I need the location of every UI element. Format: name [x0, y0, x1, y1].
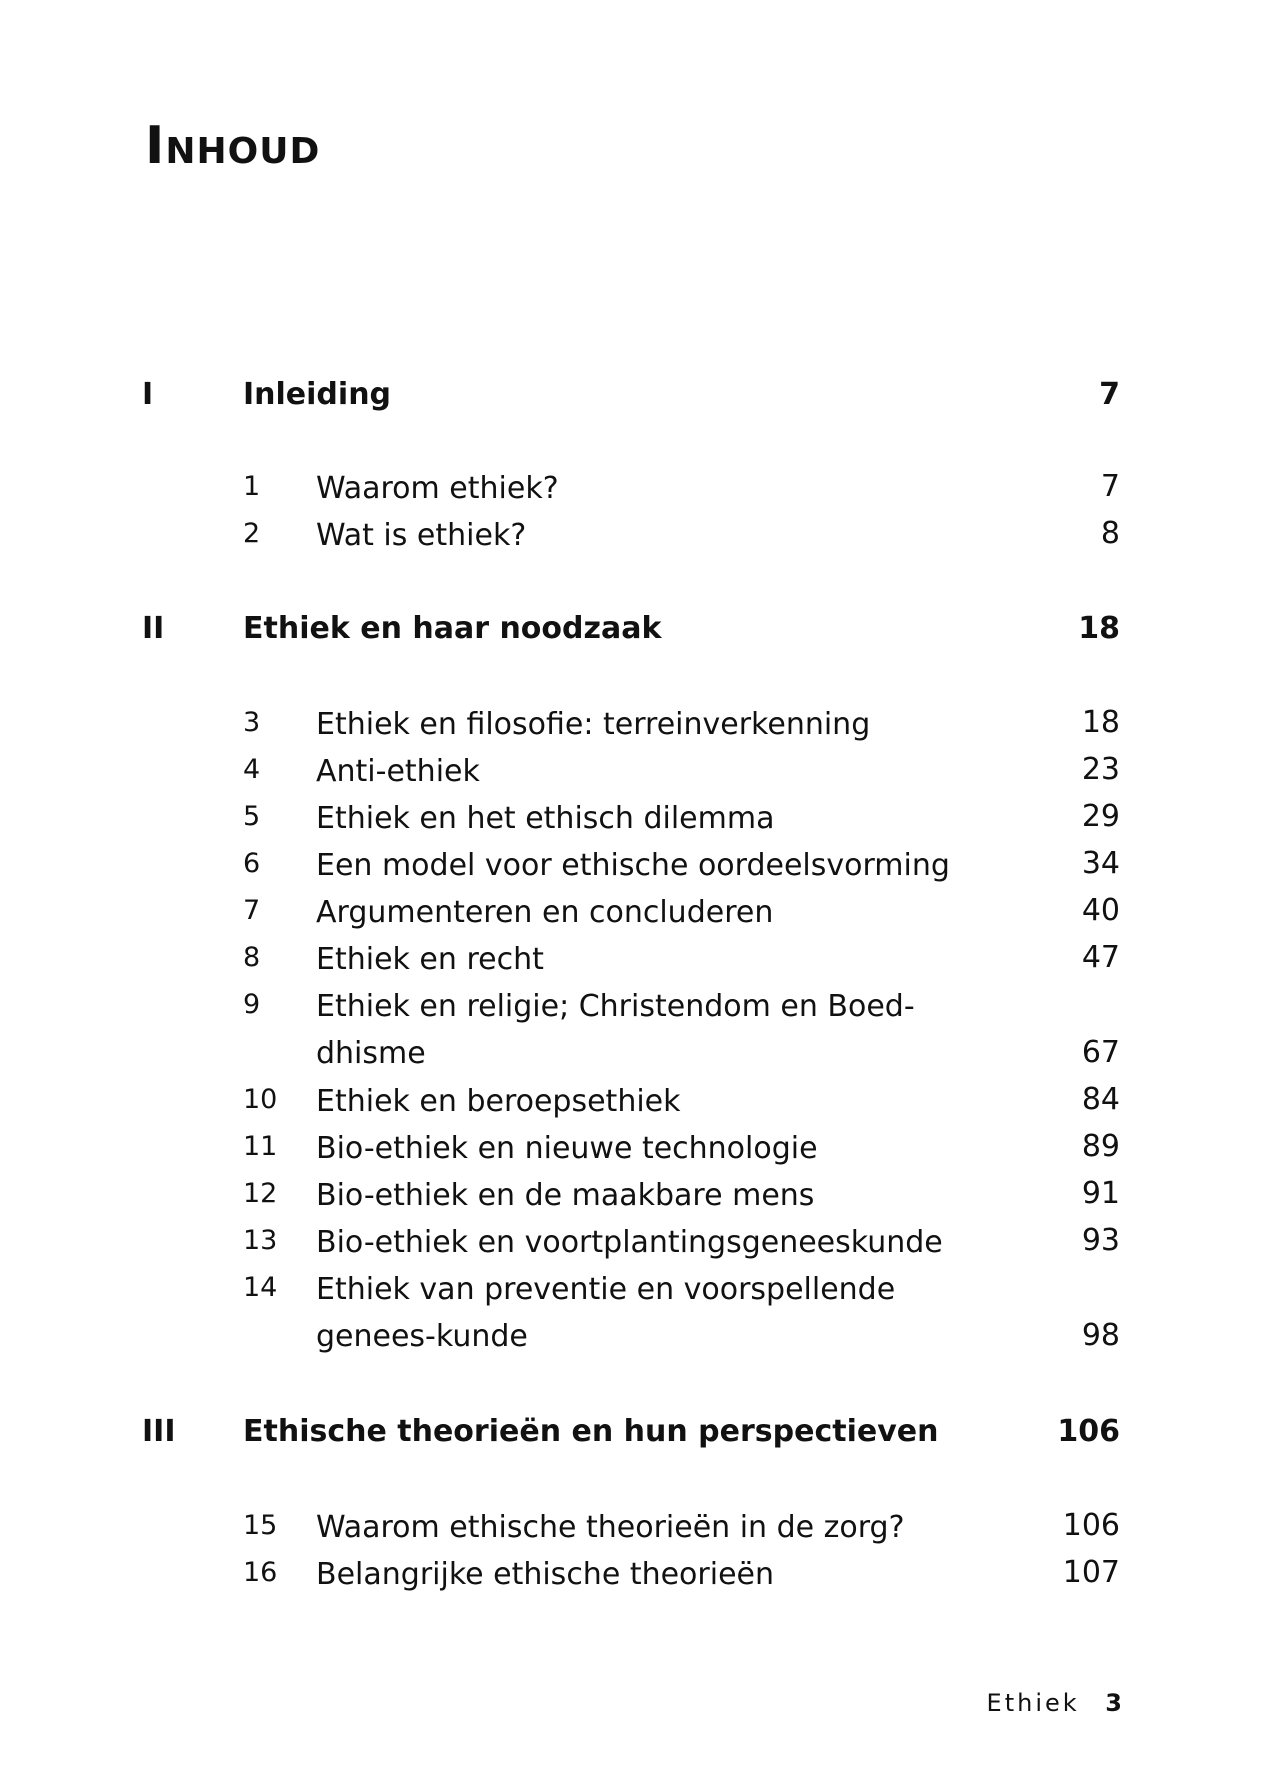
toc-chapter-row[interactable]	[0, 701, 1280, 745]
chapter-number: 10	[243, 1084, 278, 1115]
chapter-title: Ethiek en filosofie: terreinverkenning	[316, 707, 871, 742]
chapter-title: Waarom ethische theorieën in de zorg?	[316, 1510, 905, 1545]
chapter-page-number: 23	[1081, 752, 1120, 787]
toc-chapter-row[interactable]	[0, 748, 1280, 792]
chapter-number: 7	[243, 895, 261, 926]
chapter-page-number: 107	[1062, 1555, 1120, 1590]
toc-chapter-row[interactable]	[0, 512, 1280, 556]
toc-chapter-row[interactable]	[0, 936, 1280, 980]
chapter-title: Ethiek en religie; Christendom en Boed-dhisme	[316, 989, 915, 1071]
chapter-number: 13	[243, 1225, 278, 1256]
chapter-number: 11	[243, 1131, 278, 1162]
chapter-title: Een model voor ethische oordeelsvorming	[316, 848, 950, 883]
chapter-title: Bio-ethiek en de maakbare mens	[316, 1178, 815, 1213]
part-number: III	[142, 1414, 176, 1449]
chapter-title: Ethiek en recht	[316, 942, 544, 977]
chapter-title: Bio-ethiek en nieuwe technologie	[316, 1131, 818, 1166]
chapter-page-number: 106	[1062, 1508, 1120, 1543]
page-number: 3	[1105, 1689, 1122, 1717]
part-title: Ethiek en haar noodzaak	[243, 611, 662, 646]
chapter-number: 9	[243, 989, 261, 1020]
chapter-title: Ethiek van preventie en voorspellende genees-kunde	[316, 1272, 896, 1354]
part-page-number: 106	[1057, 1414, 1120, 1449]
toc-chapter-row[interactable]	[0, 889, 1280, 933]
toc-part-row[interactable]	[0, 1410, 1280, 1454]
toc-chapter-row[interactable]	[0, 1504, 1280, 1548]
chapter-title: Ethiek en het ethisch dilemma	[316, 801, 775, 836]
chapter-page-number: 47	[1081, 940, 1120, 975]
chapter-page-number: 18	[1081, 705, 1120, 740]
chapter-number: 2	[243, 518, 261, 549]
chapter-number: 1	[243, 471, 261, 502]
toc-chapter-row[interactable]	[0, 795, 1280, 839]
chapter-number: 15	[243, 1510, 278, 1541]
chapter-number: 6	[243, 848, 261, 879]
chapter-title: Wat is ethiek?	[316, 518, 527, 553]
part-page-number: 7	[1099, 377, 1120, 412]
chapter-title: Waarom ethiek?	[316, 471, 559, 506]
chapter-page-number: 8	[1100, 516, 1120, 551]
toc-chapter-row[interactable]	[0, 1266, 1280, 1361]
part-title: Inleiding	[243, 377, 392, 412]
chapter-title: Belangrijke ethische theorieën	[316, 1557, 774, 1592]
chapter-page-number: 91	[1081, 1176, 1120, 1211]
chapter-number: 14	[243, 1272, 278, 1303]
toc-part-row[interactable]	[0, 373, 1280, 417]
toc-chapter-row[interactable]	[0, 465, 1280, 509]
toc-chapter-row[interactable]	[0, 983, 1280, 1078]
chapter-title: Argumenteren en concluderen	[316, 895, 774, 930]
toc-chapter-row[interactable]	[0, 1219, 1280, 1263]
toc-chapter-row[interactable]	[0, 1172, 1280, 1216]
part-page-number: 18	[1078, 611, 1120, 646]
chapter-title: Bio-ethiek en voortplantingsgeneeskunde	[316, 1225, 943, 1260]
part-number: II	[142, 611, 165, 646]
toc-chapter-row[interactable]	[0, 1551, 1280, 1595]
chapter-page-number: 67	[1081, 1035, 1120, 1070]
toc-chapter-row[interactable]	[0, 842, 1280, 886]
part-number: I	[142, 377, 154, 412]
chapter-page-number: 89	[1081, 1129, 1120, 1164]
toc-chapter-row[interactable]	[0, 1078, 1280, 1122]
page-title: Inhoud	[145, 116, 321, 176]
chapter-page-number: 7	[1100, 469, 1120, 504]
chapter-number: 3	[243, 707, 261, 738]
chapter-number: 5	[243, 801, 261, 832]
chapter-page-number: 34	[1081, 846, 1120, 881]
chapter-title: Ethiek en beroepsethiek	[316, 1084, 681, 1119]
chapter-page-number: 84	[1081, 1082, 1120, 1117]
chapter-page-number: 29	[1081, 799, 1120, 834]
chapter-number: 12	[243, 1178, 278, 1209]
chapter-title: Anti-ethiek	[316, 754, 480, 789]
toc-chapter-row[interactable]	[0, 1125, 1280, 1169]
running-title: Ethiek	[986, 1689, 1080, 1717]
part-title: Ethische theorieën en hun perspectieven	[243, 1414, 939, 1449]
chapter-page-number: 98	[1081, 1318, 1120, 1353]
page-footer	[987, 1688, 1122, 1718]
toc-part-row[interactable]	[0, 607, 1280, 651]
chapter-page-number: 40	[1081, 893, 1120, 928]
chapter-page-number: 93	[1081, 1223, 1120, 1258]
chapter-number: 4	[243, 754, 261, 785]
chapter-number: 16	[243, 1557, 278, 1588]
chapter-number: 8	[243, 942, 261, 973]
